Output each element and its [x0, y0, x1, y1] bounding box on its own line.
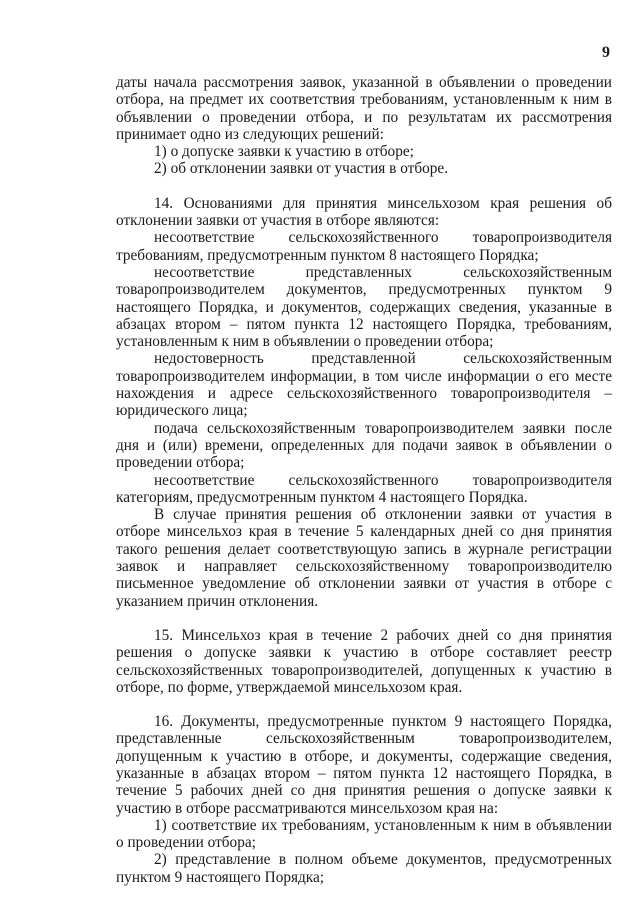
rejection-ground-4: подача сельскохозяйственным товаропроизводителем заявки после дня и (или) времени, определенных для подачи заявок в объявлении о проведении отбора; — [116, 419, 612, 472]
document-body — [116, 74, 612, 886]
review-criterion-1: 1) соответствие их требованиям, установленным к ним в объявлении о проведении отбора; — [116, 816, 612, 852]
decision-option-1: 1) о допуске заявки к участию в отборе; — [154, 143, 414, 161]
review-criterion-2: 2) представление в полном объеме документов, предусмотренных пунктом 9 настоящего Порядка; — [116, 851, 612, 886]
rejection-ground-2: несоответствие представленных сельскохозяйственным товаропроизводителем документов, предусмотренных пунктом 9 настоящего Порядка, и документов, содержащих сведения, указанные в абзацах втором – пятом пункта 12 настоящего Порядка, требованиям, установленным к ним в объявлении о проведении отбора; — [116, 263, 612, 351]
section-15-paragraph: 15. Минсельхоз края в течение 2 рабочих дней со дня принятия решения о допуске заявки к участию в отборе составляет реестр сельскохозяйственных товаропроизводителей, допущенных к участию в отборе, по форме, утверждаемой минсельхозом края. — [116, 626, 612, 696]
section-14-heading: 14. Основаниями для принятия минсельхозом края решения об отклонении заявки от участия в отборе являются: — [116, 194, 612, 230]
rejection-ground-1: несоответствие сельскохозяйственного товаропроизводителя требованиям, предусмотренным пунктом 8 настоящего Порядка; — [116, 229, 612, 264]
rejection-ground-5: несоответствие сельскохозяйственного товаропроизводителя категориям, предусмотренным пунктом 4 настоящего Порядка. — [116, 471, 612, 506]
decision-option-2: 2) об отклонении заявки от участия в отборе. — [154, 160, 449, 178]
rejection-notice-paragraph: В случае принятия решения об отклонении заявки от участия в отборе минсельхоз края в течение 5 календарных дней со дня принятия такого решения делает соответствующую запись в журнале регистрации заявок и направляет сельскохозяйственному товаропроизводителю письменное уведомление об отклонении заявки от участия в отборе с указанием причин отклонения. — [116, 506, 612, 610]
section-16-paragraph: 16. Документы, предусмотренные пунктом 9 настоящего Порядка, представленные сельскохозяйственным товаропроизводителем, допущенным к участию в отборе, и документы, содержащие сведения, указанные в абзацах втором – пятом пункта 12 настоящего Порядка, в течение 5 рабочих дней со дня принятия решения о допуске заявки к участию в отборе рассматриваются минсельхозом края на: — [116, 713, 612, 817]
rejection-ground-3: недостоверность представленной сельскохозяйственным товаропроизводителем информации, в том числе информации о его месте нахождения и адресе сельскохозяйственного товаропроизводителя – юридического лица; — [116, 350, 612, 420]
paragraph-continuation: даты начала рассмотрения заявок, указанной в объявлении о проведении отбора, на предмет их соответствия требованиям, установленным к ним в объявлении о проведении отбора, и по результатам их рассмотрения принимает одно из следующих решений: — [116, 74, 612, 143]
page-number: 9 — [602, 44, 610, 61]
